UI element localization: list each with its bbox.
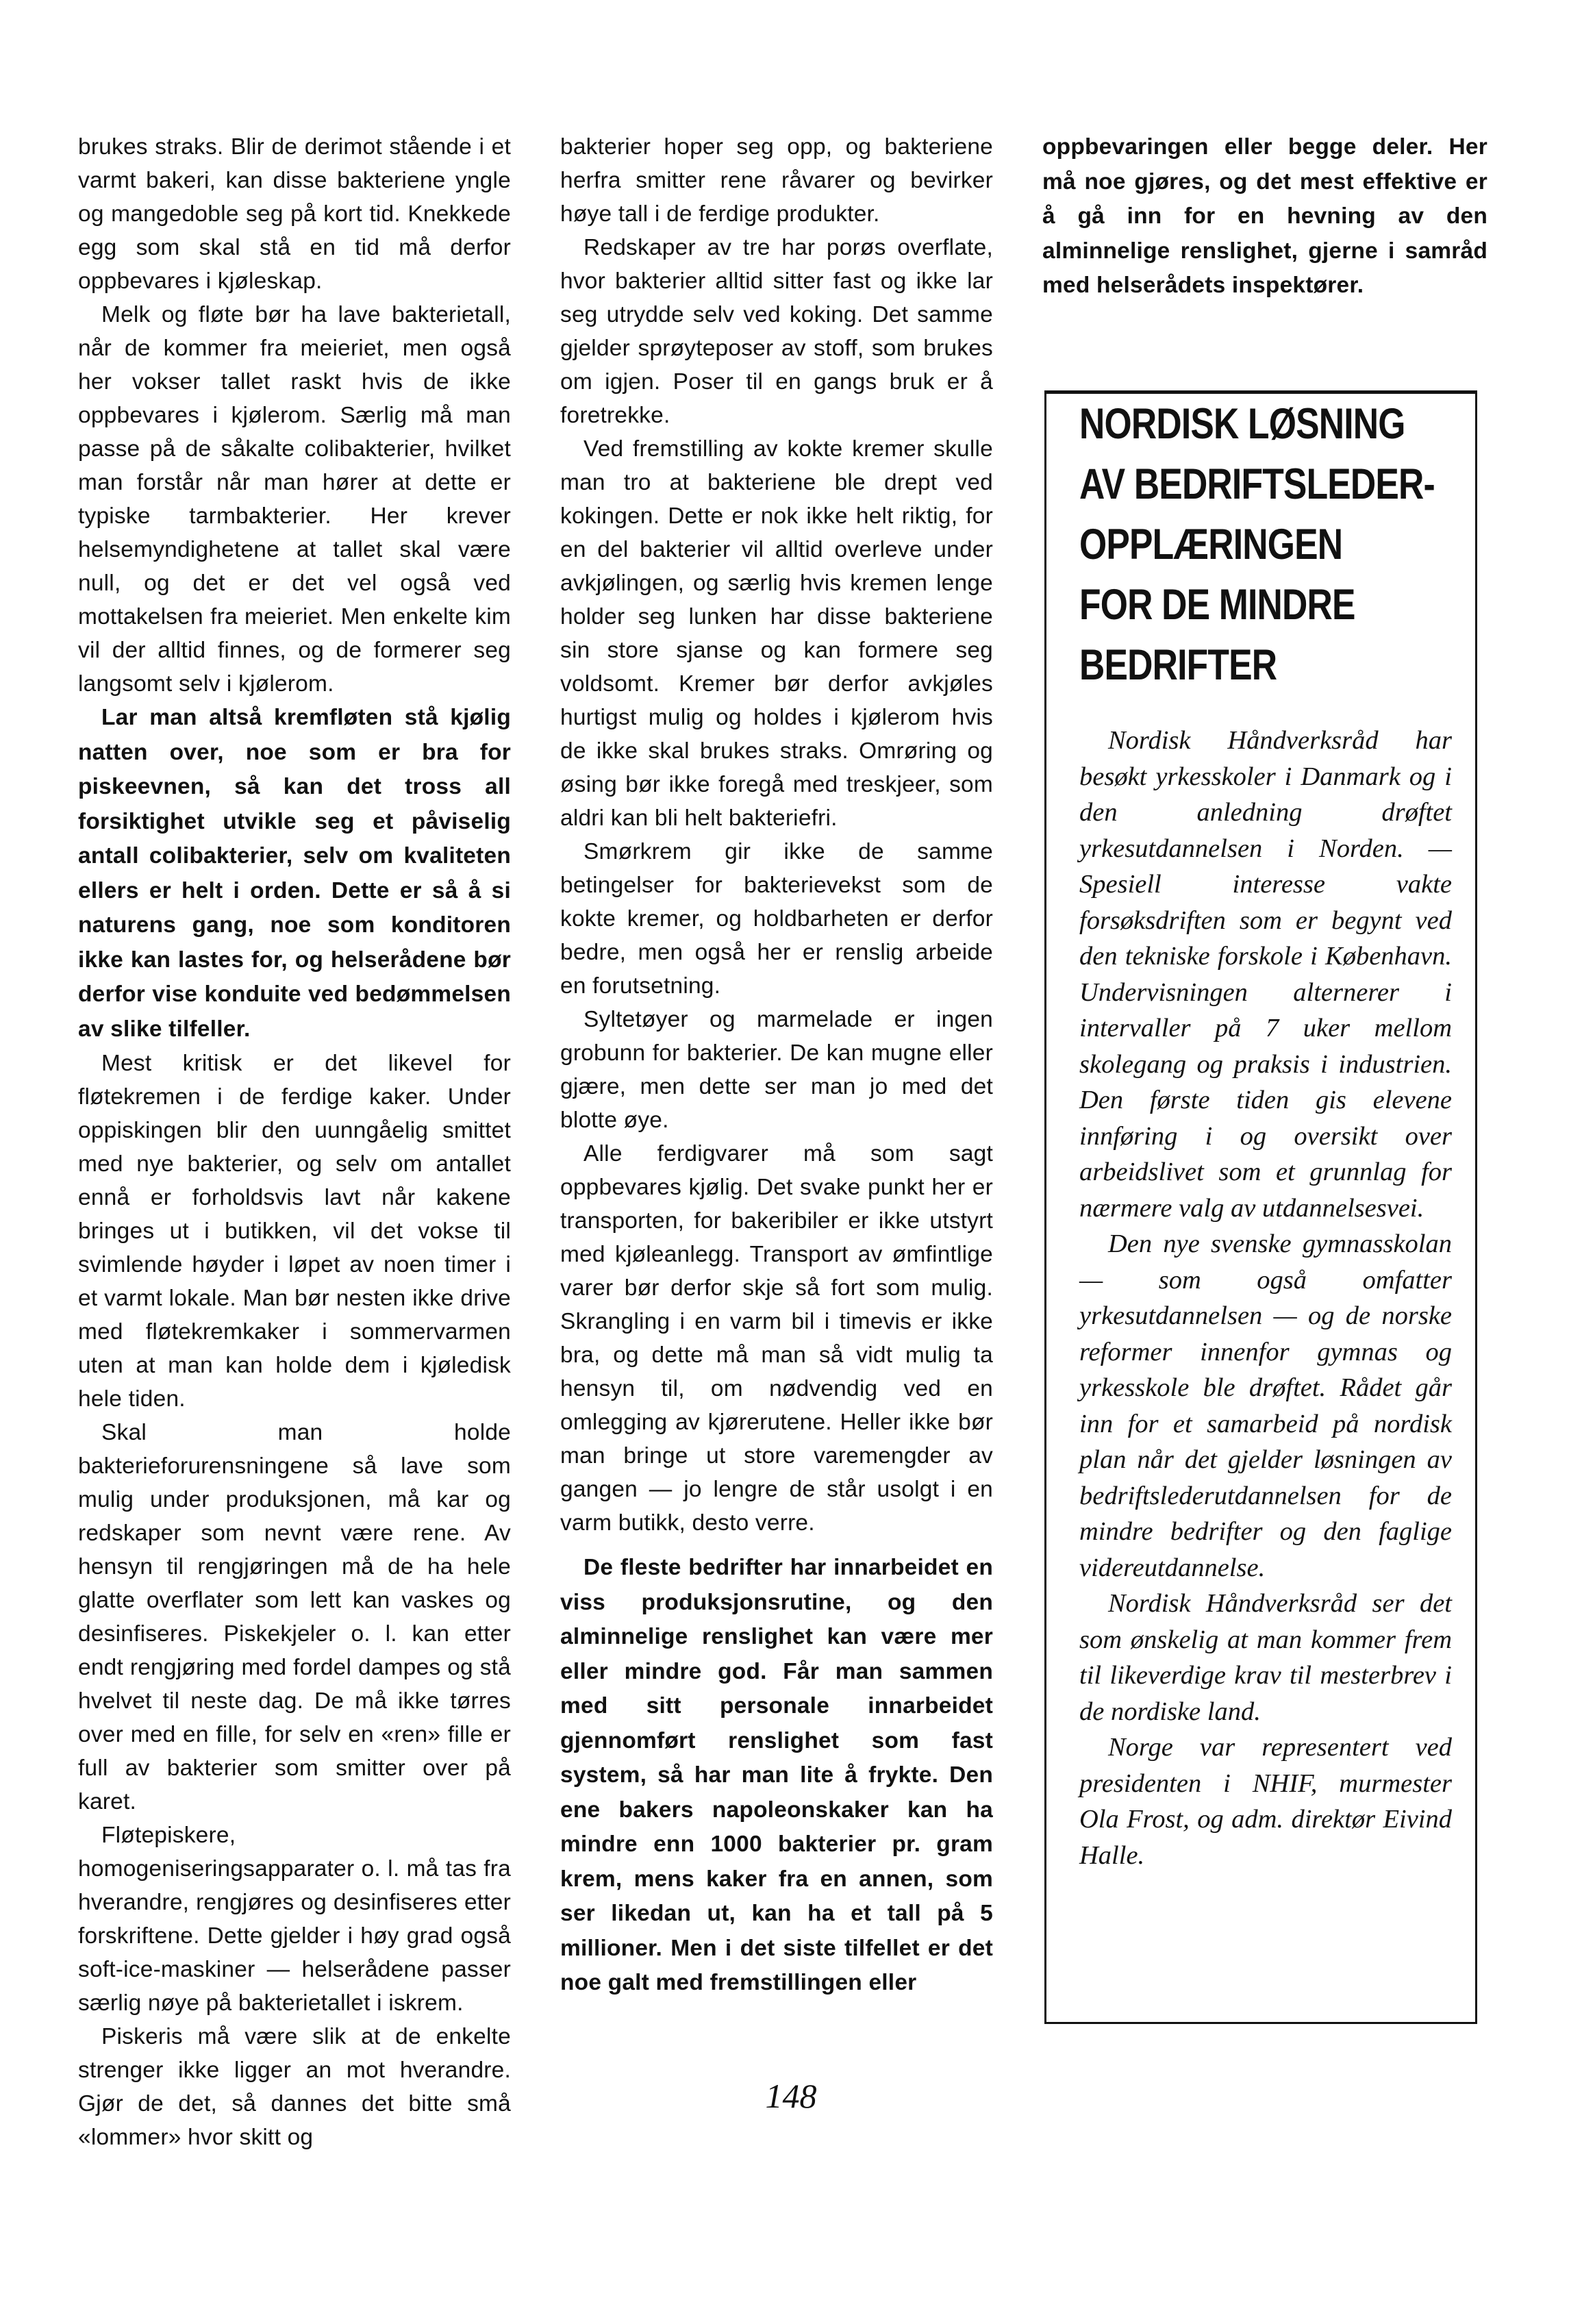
bold-paragraph: oppbevaringen eller begge deler. Her må noe gjøres, og det mest effektive er å gå inn for en hevning av den alminnelige renslighet, gjerne i samråd med helserådets inspektører. <box>1042 134 1487 298</box>
box-headline-line: OPPLÆRINGEN <box>1079 521 1343 568</box>
box-headline <box>1079 394 1435 695</box>
body-paragraph: bakterier hoper seg opp, og bakteriene herfra smitter rene råvarer og bevirker høye tall i de ferdige produkter. <box>560 134 993 227</box>
body-paragraph: Syltetøyer og marmelade er ingen grobunn for bakterier. De kan mugne eller gjære, men dette ser man jo med det blotte øye. <box>560 1007 993 1133</box>
body-paragraph: Piskeris må være slik at de enkelte strenger ikke ligger an mot hverandre. Gjør de det, så dannes det bitte små «lommer» hvor skitt og <box>78 2024 511 2150</box>
article-column-2 <box>560 130 993 2001</box>
body-paragraph: Redskaper av tre har porøs overflate, hvor bakterier alltid sitter fast og ikke lar seg utrydde selv ved koking. Det samme gjelder sprøyteposer av stoff, som brukes om igjen. Poser til en gangs bruk er å foretrekke. <box>560 235 993 428</box>
body-paragraph: Skal man holde bakterieforurensningene så lave som mulig under produksjonen, må kar og redskaper som nevnt være rene. Av hensyn til rengjøringen må de ha hele glatte overflater som lett kan vaskes og desinfiseres. Piskekjeler o. l. kan etter endt rengjøring med fordel dampes og stå hvelvet til neste dag. De må ikke tørres over med en fille, for selv en «ren» fille er full av bakterier som smitter over på karet. <box>78 1420 511 1814</box>
box-paragraph: Nordisk Håndverksråd ser det som ønskelig at man kommer frem til likeverdige krav til mesterbrev i de nordiske land. <box>1079 1589 1452 1726</box>
article-column-3 <box>1042 130 1487 303</box>
box-headline-line: FOR DE MINDRE <box>1079 581 1355 629</box>
body-paragraph: Ved fremstilling av kokte kremer skulle man tro at bakteriene ble drept ved kokingen. Dette er nok ikke helt riktig, for en del bakterier vil alltid overleve under avkjølingen, og særlig hvis kremen lenge holder seg lunken har disse bakteriene sin store sjanse og kan formere seg voldsomt. Kremer bør derfor avkjøles hurtigst mulig og holdes i kjølerom hvis de ikke skal brukes straks. Omrøring og øsing bør ikke foregå med treskjeer, som aldri kan bli helt bakteriefri. <box>560 436 993 831</box>
body-paragraph: brukes straks. Blir de derimot stående i et varmt bakeri, kan disse bakteriene yngle og mangedoble seg på kort tid. Knekkede egg som skal stå en tid må derfor oppbevares i kjøleskap. <box>78 134 511 294</box>
box-headline-line: AV BEDRIFTSLEDER- <box>1079 460 1435 508</box>
box-headline-line: NORDISK LØSNING <box>1079 400 1405 448</box>
box-body <box>1079 723 1452 1873</box>
article-column-1 <box>78 130 511 2154</box>
sidebar-news-box <box>1044 390 1477 2024</box>
page-number: 148 <box>765 2077 817 2115</box>
bold-paragraph: Lar man altså kremfløten stå kjølig natten over, noe som er bra for piskeevnen, så kan det tross all forsiktighet utvikle seg et påviselig antall colibakterier, selv om kvaliteten ellers er helt i orden. Dette er så å si naturens gang, noe som konditoren ikke kan lastes for, og helserådene bør derfor vise konduite ved bedømmelsen av slike tilfeller. <box>78 705 511 1042</box>
box-paragraph: Norge var representert ved presidenten i NHIF, murmester Ola Frost, og adm. direktør Eivind Halle. <box>1079 1733 1452 1870</box>
box-paragraph: Den nye svenske gymnasskolan — som også omfatter yrkesutdannelsen — og de norske reformer innenfor gymnas og yrkesskole ble drøftet. Rådet går inn for et samarbeid på nordisk plan når det gjelder løsningen av bedriftslederutdannelsen for de mindre bedrifter og den faglige videreutdannelse. <box>1079 1229 1452 1582</box>
box-paragraph: Nordisk Håndverksråd har besøkt yrkesskoler i Danmark og i den anledning drøftet yrkesutdannelsen i Norden. — Spesiell interesse vakte forsøksdriften som er begynt ved den tekniske forskole i København. Undervisningen alternerer i intervaller på 7 uker mellom skolegang og praksis i industrien. Den første tiden gis elevene innføring i og oversikt over arbeidslivet som et grunnlag for nærmere valg av utdannelsesvei. <box>1079 726 1452 1223</box>
body-paragraph: Fløtepiskere, homogeniseringsapparater o. l. må tas fra hverandre, rengjøres og desinfiseres etter forskriftene. Dette gjelder i høy grad også soft-ice-maskiner — helserådene passer særlig nøye på bakterietallet i iskrem. <box>78 1823 511 2016</box>
box-headline-line: BEDRIFTER <box>1079 641 1277 689</box>
body-paragraph: Alle ferdigvarer må som sagt oppbevares kjølig. Det svake punkt her er transporten, for bakeribiler er ikke utstyrt med kjøleanlegg. Transport av ømfintlige varer bør derfor skje så fort som mulig. Skrangling i en varm bil i timevis er ikke bra, og dette må man så vidt mulig ta hensyn til, om nødvendig ved en omlegging av kjørerutene. Heller ikke bør man bringe ut store varemengder av gangen — jo lengre de står usolgt i en varm butikk, desto verre. <box>560 1141 993 1536</box>
body-paragraph: Melk og fløte bør ha lave bakterietall, når de kommer fra meieriet, men også her vokser tallet raskt hvis de ikke oppbevares i kjølerom. Særlig må man passe på de såkalte colibakterier, hvilket man forstår når man hører at dette er typiske tarmbakterier. Her krever helsemyndighetene at tallet skal være null, og det er det vel også ved mottakelsen fra meieriet. Men enkelte kim vil der alltid finnes, og de formerer seg langsomt selv i kjølerom. <box>78 302 511 697</box>
body-paragraph: Smørkrem gir ikke de samme betingelser for bakterievekst som de kokte kremer, og holdbarheten er derfor bedre, men også her er renslig arbeide en forutsetning. <box>560 839 993 999</box>
body-paragraph: Mest kritisk er det likevel for fløtekremen i de ferdige kaker. Under oppiskingen blir den uunngåelig smittet med nye bakterier, og selv om antallet ennå er forholdsvis lavt når kakene bringes ut i butikken, vil det vokse til svimlende høyder i løpet av noen timer i et varmt lokale. Man bør nesten ikke drive med fløtekremkaker i sommervarmen uten at man kan holde dem i kjøledisk hele tiden. <box>78 1051 511 1412</box>
bold-paragraph: De fleste bedrifter har innarbeidet en viss produksjonsrutine, og den alminnelige renslighet kan være mer eller mindre god. Får man sammen med sitt personale innarbeidet gjennomført renslighet som fast system, så har man lite å frykte. Den ene bakers napoleonskaker kan ha mindre enn 1000 bakterier pr. gram krem, mens kaker fra en annen, som ser likedan ut, kan ha et tall på 5 millioner. Men i det siste tilfellet er det noe galt med fremstillingen eller <box>560 1555 993 1995</box>
